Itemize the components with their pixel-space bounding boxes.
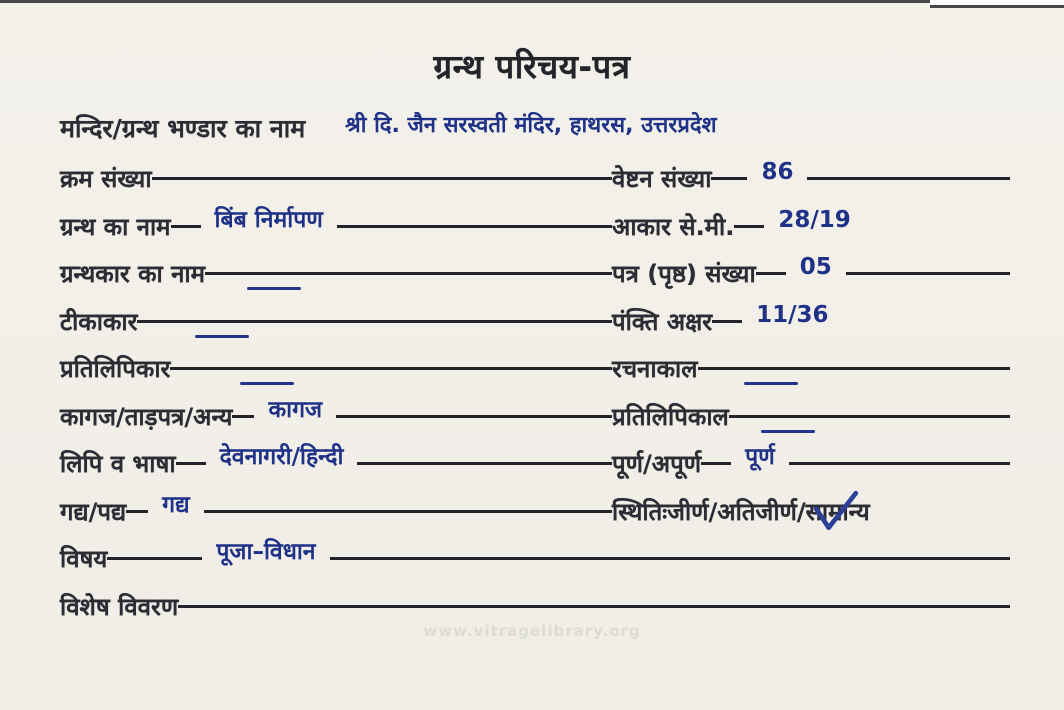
rule-line (205, 272, 612, 275)
field-special-details (60, 588, 1010, 623)
field-script-language (60, 445, 612, 480)
field-lines-letters (612, 303, 1010, 338)
condition-option-text: सामान्य (805, 497, 870, 526)
field-label: वेष्टन संख्या (612, 165, 712, 193)
field-label: आकार से.मी. (612, 212, 735, 241)
field-size-cm (612, 208, 1010, 243)
rule-line (232, 415, 254, 418)
form-body (0, 110, 1064, 635)
field-label: लिपि व भाषा (60, 450, 176, 478)
field-copy-date (612, 398, 1010, 433)
field-value-handwritten: गद्य (162, 491, 190, 518)
form-row (60, 493, 1010, 541)
scan-edge-top-right (930, 5, 1064, 8)
field-label-bhandar: मन्दिर/ग्रन्थ भण्डार का नाम (60, 114, 306, 143)
field-label: गद्य/पद्य (60, 497, 127, 526)
rule-line (126, 510, 148, 513)
rule-line (152, 177, 612, 180)
rule-line (336, 415, 612, 418)
form-row (60, 160, 1010, 208)
field-material (60, 398, 612, 433)
rule-line (357, 462, 612, 465)
field-label: कागज/ताड़पत्र/अन्य (60, 402, 233, 431)
rule-line (729, 415, 1010, 418)
field-label: क्रम संख्या (60, 165, 152, 193)
field-value-handwritten: 86 (761, 159, 794, 185)
rule-line (107, 557, 202, 560)
field-label: टीकाकार (60, 307, 138, 336)
rule-line (337, 225, 612, 228)
field-label: विषय (60, 545, 108, 573)
field-label: ग्रन्थ का नाम (60, 212, 171, 241)
rule-line (137, 320, 612, 323)
field-label: पूर्ण/अपूर्ण (612, 450, 702, 478)
field-label: प्रतिलिपिकार (60, 355, 171, 383)
handwritten-dash-mark (761, 430, 815, 433)
field-label: पंक्ति अक्षर (612, 307, 713, 336)
rule-line (846, 272, 1010, 275)
field-value-handwritten: पूजा–विधान (216, 539, 316, 565)
field-composition-date (612, 350, 1010, 385)
rule-line (698, 367, 1010, 370)
field-prose-verse (60, 493, 612, 528)
form-row (60, 398, 1010, 446)
handwritten-dash-mark (195, 335, 249, 338)
scan-edge-top (0, 0, 940, 3)
rule-line (330, 557, 1010, 560)
form-row (60, 303, 1010, 351)
form-row (60, 255, 1010, 303)
field-value-handwritten: बिंब निर्मापण (214, 206, 323, 233)
rule-line (171, 225, 201, 228)
field-label: रचनाकाल (612, 355, 698, 383)
field-commentator (60, 303, 612, 338)
field-label: प्रतिलिपिकाल (612, 402, 729, 431)
field-value-handwritten: पूर्ण (745, 444, 775, 470)
rule-line (756, 272, 786, 275)
field-subject (60, 540, 1010, 575)
handwritten-dash-mark (744, 382, 798, 385)
form-row (60, 350, 1010, 398)
rule-line (734, 225, 764, 228)
form-row (60, 208, 1010, 256)
rule-line (789, 462, 1010, 465)
field-label: पत्र (पृष्ठ) संख्या (612, 260, 756, 288)
form-grid (60, 160, 1010, 635)
field-copyist (60, 350, 612, 385)
condition-checked-option (806, 493, 870, 528)
field-label: स्थितिःजीर्ण/अतिजीर्ण/ (612, 497, 806, 526)
field-label: ग्रन्थकार का नाम (60, 260, 205, 288)
rule-line (176, 462, 206, 465)
field-author-name (60, 255, 612, 290)
field-value-bhandar: श्री दि. जैन सरस्वती मंदिर, हाथरस, उत्तरप्रदेश (345, 113, 717, 138)
handwritten-dash-mark (240, 382, 294, 385)
rule-line (204, 510, 612, 513)
field-serial-number (60, 160, 612, 195)
rule-line (711, 177, 747, 180)
field-granth-name (60, 208, 612, 243)
field-complete-incomplete (612, 445, 1010, 480)
handwritten-dash-mark (247, 287, 301, 290)
page-title: ग्रन्थ परिचय-पत्र (433, 47, 631, 86)
form-row (60, 445, 1010, 493)
form-row-bhandar-name (60, 110, 1010, 152)
field-value-handwritten: 05 (799, 254, 832, 280)
field-condition (612, 493, 1010, 528)
form-row (60, 540, 1010, 588)
field-value-handwritten: देवनागरी/हिन्दी (219, 444, 344, 470)
field-bundle-number (612, 160, 1010, 195)
rule-line (712, 320, 742, 323)
field-value-handwritten: कागज (268, 396, 323, 423)
field-value-handwritten: 28/19 (778, 206, 851, 233)
rule-line (701, 462, 731, 465)
rule-line (170, 367, 612, 370)
field-page-count (612, 255, 1010, 290)
field-value-handwritten: 11/36 (756, 301, 829, 328)
field-label: विशेष विवरण (60, 592, 179, 621)
watermark-text: www.vitragelibrary.org (423, 622, 641, 640)
rule-line (807, 177, 1010, 180)
checkmark-icon (812, 489, 860, 535)
rule-line (178, 605, 1010, 608)
